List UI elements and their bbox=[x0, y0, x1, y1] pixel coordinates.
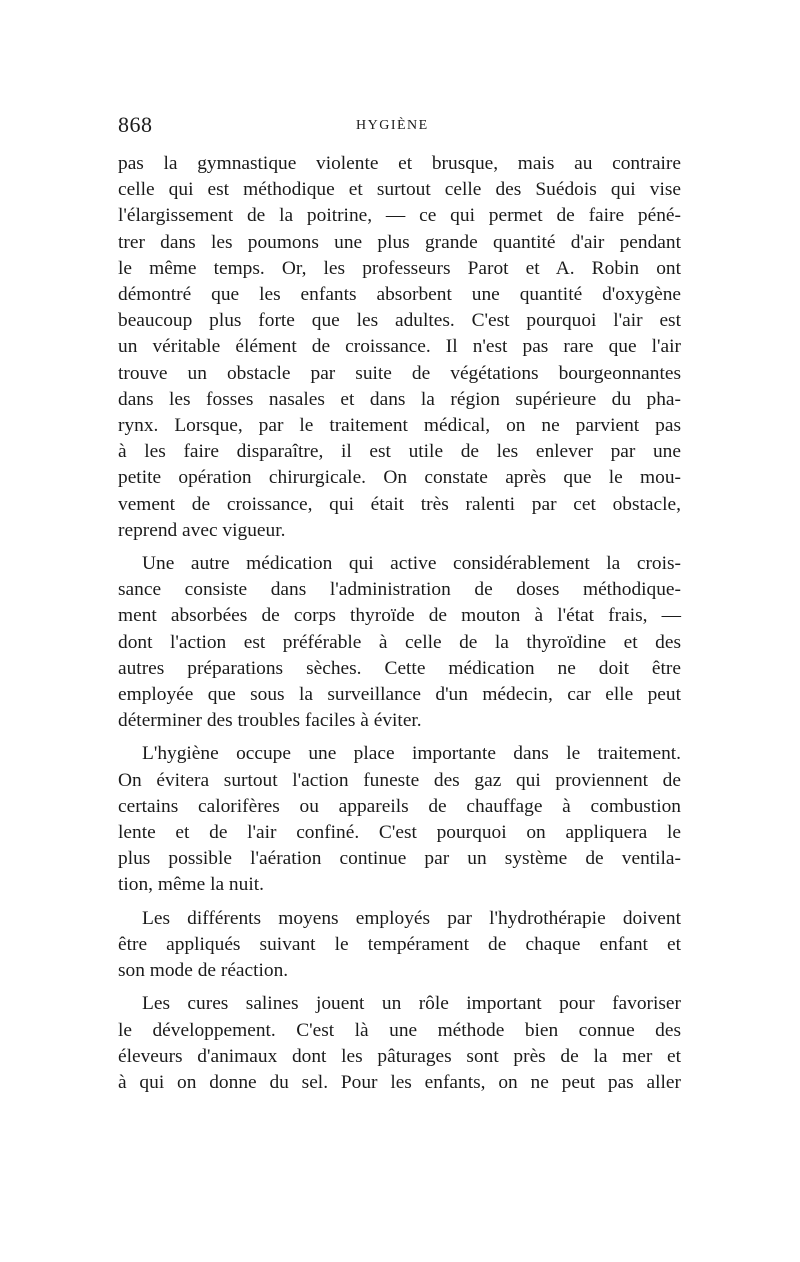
body-text bbox=[118, 151, 681, 1096]
text-line: ment absorbées de corps thyroïde de mouton à l'état frais, — bbox=[118, 605, 681, 627]
text-line: le même temps. Or, les professeurs Parot et A. Robin ont bbox=[118, 257, 681, 279]
text-line: Les cures salines jouent un rôle important pour favoriser bbox=[142, 993, 681, 1015]
text-line: employée que sous la surveillance d'un médecin, car elle peut bbox=[118, 684, 681, 706]
text-line: à les faire disparaître, il est utile de les enlever par une bbox=[118, 441, 681, 463]
text-line: tion, même la nuit. bbox=[118, 874, 264, 896]
text-line: à qui on donne du sel. Pour les enfants, on ne peut pas aller bbox=[118, 1071, 681, 1093]
text-line: lente et de l'air confiné. C'est pourquoi on appliquera le bbox=[118, 822, 681, 844]
text-line: Les différents moyens employés par l'hydrothérapie doivent bbox=[142, 907, 681, 929]
text-line: vement de croissance, qui était très ralenti par cet obstacle, bbox=[118, 493, 681, 515]
text-line: l'élargissement de la poitrine, — ce qui permet de faire péné- bbox=[118, 205, 681, 227]
text-line: Une autre médication qui active considérablement la crois- bbox=[142, 553, 681, 575]
text-line: trouve un obstacle par suite de végétations bourgeonnantes bbox=[118, 362, 681, 384]
text-line: celle qui est méthodique et surtout celle des Suédois qui vise bbox=[118, 179, 681, 201]
paragraph bbox=[118, 991, 681, 1096]
running-title: HYGIÈNE bbox=[356, 118, 429, 133]
text-line: son mode de réaction. bbox=[118, 960, 289, 982]
text-line: être appliqués suivant le tempérament de chaque enfant et bbox=[118, 933, 681, 955]
paragraph bbox=[118, 551, 681, 734]
paragraph bbox=[118, 151, 681, 544]
text-line: rynx. Lorsque, par le traitement médical, on ne parvient pas bbox=[118, 415, 681, 437]
text-line: petite opération chirurgicale. On constate après que le mou- bbox=[118, 467, 681, 489]
text-line: sance consiste dans l'administration de doses méthodique- bbox=[118, 579, 681, 601]
text-line: On évitera surtout l'action funeste des gaz qui proviennent de bbox=[118, 769, 681, 791]
text-line: démontré que les enfants absorbent une quantité d'oxygène bbox=[118, 284, 681, 306]
text-line: certains calorifères ou appareils de chauffage à combustion bbox=[118, 795, 681, 817]
paragraph bbox=[118, 906, 681, 985]
text-line: L'hygiène occupe une place importante dans le traitement. bbox=[142, 743, 681, 765]
text-line: plus possible l'aération continue par un système de ventila- bbox=[118, 848, 681, 870]
text-line: beaucoup plus forte que les adultes. C'est pourquoi l'air est bbox=[118, 310, 681, 332]
text-line: un véritable élément de croissance. Il n'est pas rare que l'air bbox=[118, 336, 681, 358]
text-line: trer dans les poumons une plus grande quantité d'air pendant bbox=[118, 231, 681, 253]
text-line: dans les fosses nasales et dans la région supérieure du pha- bbox=[118, 388, 681, 410]
text-line: le développement. C'est là une méthode bien connue des bbox=[118, 1019, 681, 1041]
text-line: éleveurs d'animaux dont les pâturages sont près de la mer et bbox=[118, 1045, 681, 1067]
text-line: autres préparations sèches. Cette médication ne doit être bbox=[118, 657, 681, 679]
paragraph bbox=[118, 741, 681, 898]
text-line: pas la gymnastique violente et brusque, mais au contraire bbox=[118, 153, 681, 174]
text-line: déterminer des troubles faciles à éviter. bbox=[118, 710, 422, 732]
page-header bbox=[118, 112, 681, 146]
text-line: dont l'action est préférable à celle de la thyroïdine et des bbox=[118, 631, 681, 653]
page-number: 868 bbox=[118, 112, 153, 137]
text-line: reprend avec vigueur. bbox=[118, 519, 286, 541]
